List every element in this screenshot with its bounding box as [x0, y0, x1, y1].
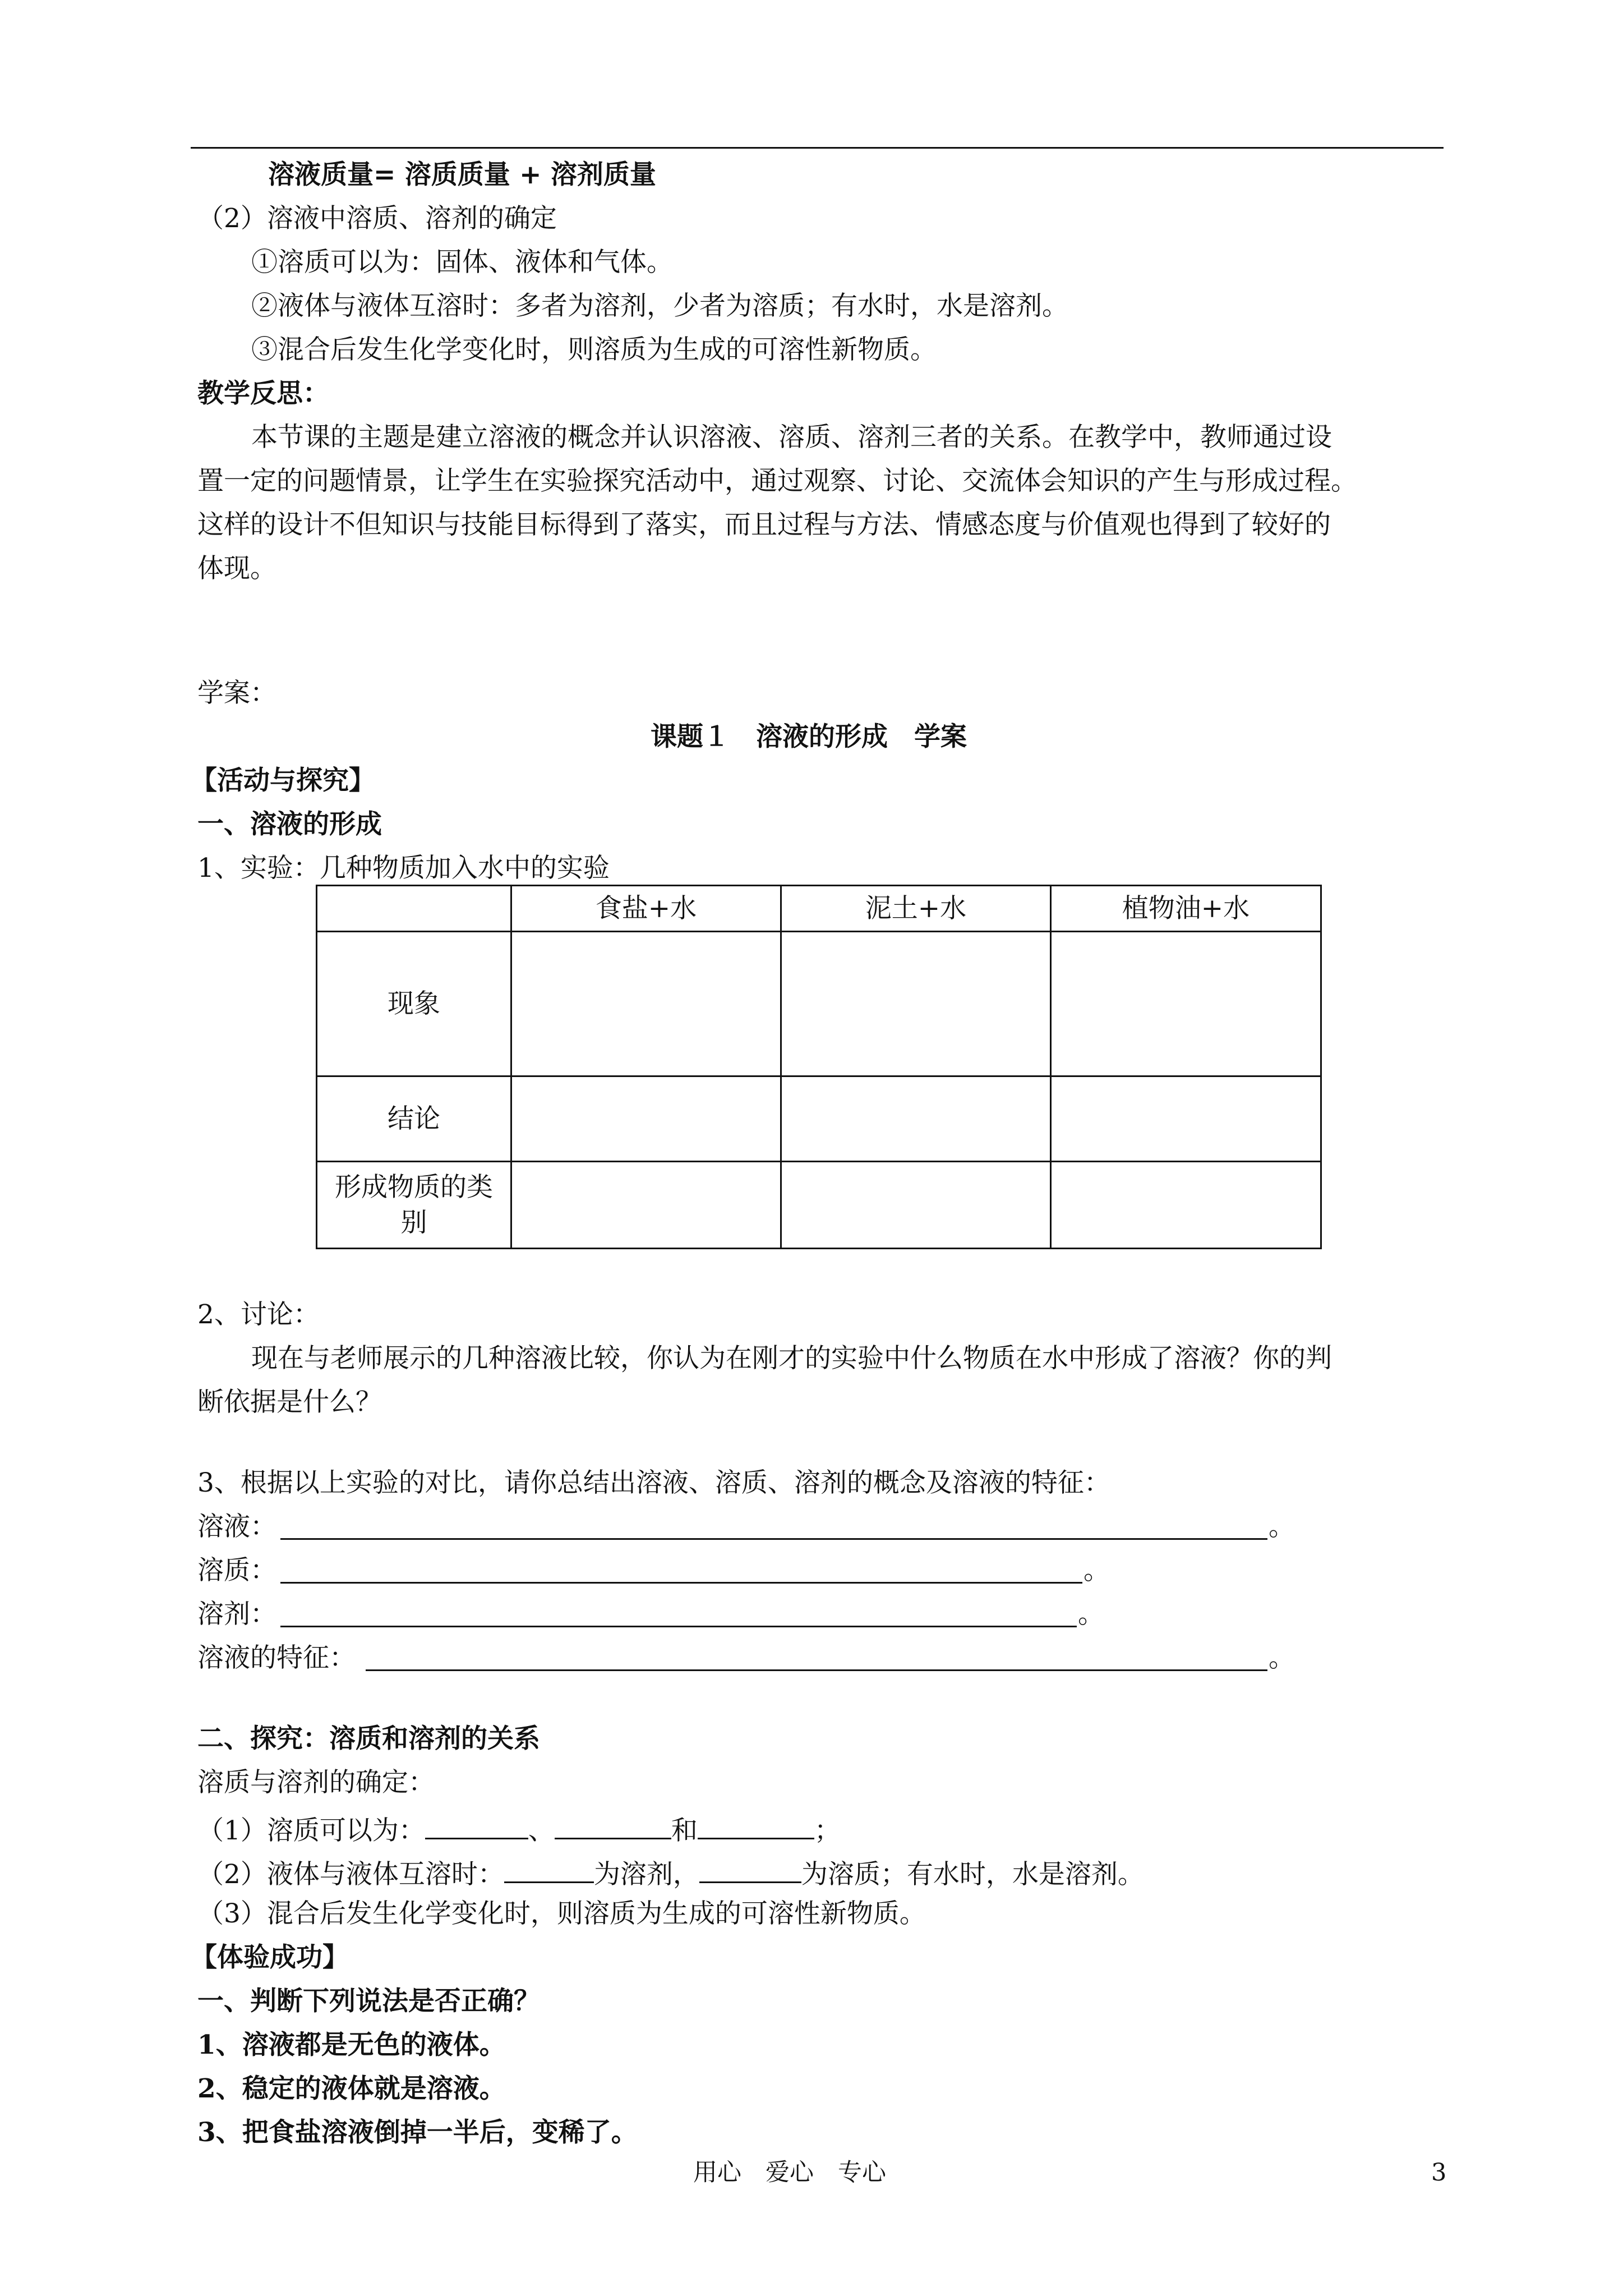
rule-1: ①溶质可以为：固体、液体和气体。 [251, 247, 673, 278]
q2-prefix: （2）液体与液体互溶时： [197, 1859, 504, 1890]
reflection-line-4: 体现。 [197, 553, 276, 584]
summary-end: 。 [1269, 1511, 1295, 1542]
blank-line [425, 1813, 528, 1839]
formula: 溶液质量= 溶质质量 + 溶剂质量 [268, 159, 656, 190]
summary-end: 。 [1269, 1642, 1295, 1673]
row-label-category: 形成物质的类别 [317, 1162, 511, 1249]
summary-label-solution: 溶液： [197, 1511, 276, 1542]
part2-q3: （3）混合后发生化学变化时，则溶质为生成的可溶性新物质。 [197, 1898, 926, 1929]
judge-item-3: 3、把食盐溶液倒掉一半后，变稀了。 [197, 2117, 638, 2148]
q1-sep: 和 [671, 1815, 698, 1846]
activity-heading: 【活动与探究】 [191, 765, 375, 796]
table-cell [781, 932, 1051, 1076]
table-cell [511, 932, 781, 1076]
q1-end: ； [814, 1815, 841, 1846]
table-row [317, 932, 1321, 1076]
part1-title: 一、溶液的形成 [197, 809, 382, 840]
blank-line [280, 1582, 1082, 1584]
experiment-table [316, 885, 1322, 1249]
blank-line [699, 1857, 801, 1883]
rule-2: ②液体与液体互溶时：多者为溶剂，少者为溶质；有水时，水是溶剂。 [251, 291, 1068, 321]
success-heading: 【体验成功】 [191, 1942, 349, 1973]
table-header-cell: 泥土+水 [781, 886, 1051, 932]
header-rule [191, 147, 1444, 149]
xuean-label: 学案： [197, 678, 276, 708]
blank-line [698, 1813, 814, 1839]
blank-line [366, 1669, 1267, 1671]
table-header-cell [317, 886, 511, 932]
section2-title: （2）溶液中溶质、溶剂的确定 [197, 203, 557, 234]
q1-prefix: （1）溶质可以为： [197, 1815, 425, 1846]
reflection-line-1: 本节课的主题是建立溶液的概念并认识溶液、溶质、溶剂三者的关系。在教学中，教师通过设 [251, 422, 1332, 453]
part2-title: 二、探究：溶质和溶剂的关系 [197, 1723, 540, 1754]
summary-label-solute: 溶质： [197, 1555, 276, 1586]
part2-q2 [197, 1857, 1144, 1888]
blank-line [555, 1813, 671, 1839]
judge-title: 一、判断下列说法是否正确？ [197, 1986, 540, 2017]
lesson-title: 课题１ 溶液的形成 学案 [651, 721, 967, 752]
footer-motto: 用心 爱心 专心 [693, 2159, 886, 2187]
exp-title: 1、实验：几种物质加入水中的实验 [197, 853, 610, 884]
table-header-cell: 食盐+水 [511, 886, 781, 932]
table-header-row [317, 886, 1321, 932]
part2-subtitle: 溶质与溶剂的确定： [197, 1767, 435, 1798]
table-cell [1051, 932, 1321, 1076]
blank-line [280, 1538, 1267, 1540]
q2-mid: 为溶质；有水时，水是溶剂。 [801, 1859, 1144, 1890]
discussion-line-1: 现在与老师展示的几种溶液比较，你认为在刚才的实验中什么物质在水中形成了溶液？你的判 [251, 1343, 1332, 1374]
summary-end: 。 [1083, 1555, 1110, 1586]
row-label-conclusion: 结论 [317, 1076, 511, 1162]
table-header-cell: 植物油+水 [1051, 886, 1321, 932]
table-cell [781, 1162, 1051, 1249]
page-number: 3 [1431, 2159, 1447, 2187]
table-row [317, 1162, 1321, 1249]
discussion-title: 2、讨论： [197, 1299, 320, 1330]
rule-3: ③混合后发生化学变化时，则溶质为生成的可溶性新物质。 [251, 334, 937, 365]
reflection-line-3: 这样的设计不但知识与技能目标得到了落实，而且过程与方法、情感态度与价值观也得到了较好的 [197, 509, 1331, 540]
table-row [317, 1076, 1321, 1162]
summary-end: 。 [1078, 1599, 1104, 1630]
summary-label-solvent: 溶剂： [197, 1599, 276, 1630]
summary-title: 3、根据以上实验的对比，请你总结出溶液、溶质、溶剂的概念及溶液的特征： [197, 1467, 1110, 1498]
table-cell [1051, 1162, 1321, 1249]
row-label-phenomenon: 现象 [317, 932, 511, 1076]
part2-q1 [197, 1813, 841, 1844]
judge-item-1: 1、溶液都是无色的液体。 [197, 2030, 506, 2060]
q2-mid: 为溶剂， [593, 1859, 699, 1890]
table-cell [511, 1076, 781, 1162]
summary-label-feature: 溶液的特征： [197, 1642, 356, 1673]
reflection-line-2: 置一定的问题情景，让学生在实验探究活动中，通过观察、讨论、交流体会知识的产生与形成过程。 [197, 466, 1357, 496]
judge-item-2: 2、稳定的液体就是溶液。 [197, 2073, 506, 2104]
reflection-heading: 教学反思： [197, 378, 329, 409]
table-cell [1051, 1076, 1321, 1162]
blank-line [504, 1857, 594, 1883]
table-cell [511, 1162, 781, 1249]
table-cell [781, 1076, 1051, 1162]
discussion-line-2: 断依据是什么？ [197, 1387, 382, 1418]
q1-sep: 、 [528, 1815, 555, 1846]
blank-line [280, 1626, 1077, 1627]
